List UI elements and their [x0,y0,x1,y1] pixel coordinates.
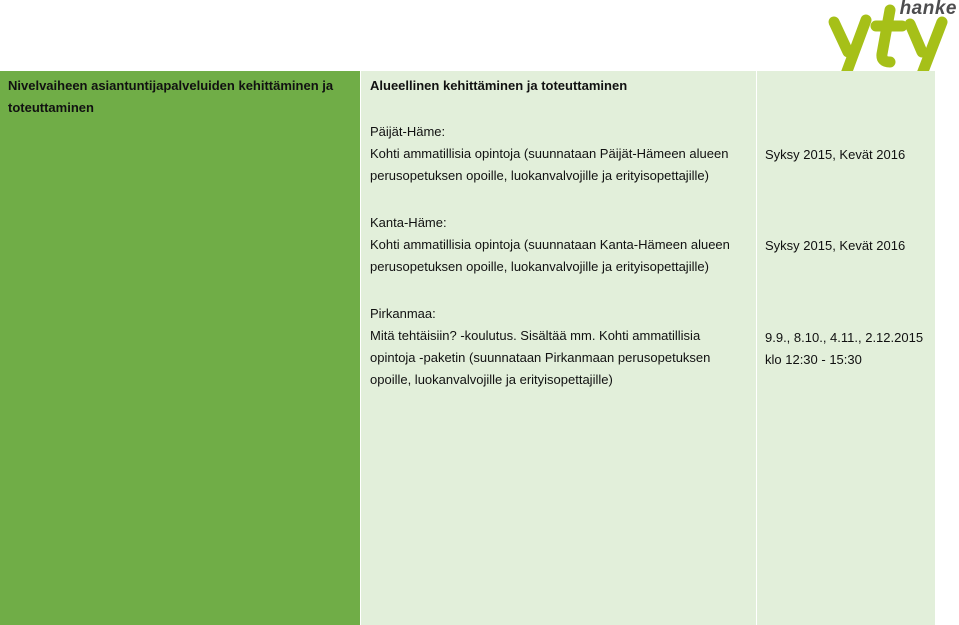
entry-line: opintoja -paketin (suunnataan Pirkanmaan perusopetuksen [370,350,711,365]
entry-pirkanmaa [370,303,710,391]
timing-line: klo 12:30 - 15:30 [765,352,862,367]
entry-region: Päijät-Häme: [370,124,446,139]
entry-line: Kohti ammatillisia opintoja (suunnataan Päijät-Hämeen alueen [370,146,729,161]
entry-timing [765,327,923,371]
entry-line: perusopetuksen opoille, luokanvalvojille ja erityisopettajille) [370,168,709,183]
middle-column-heading: Alueellinen kehittäminen ja toteuttaminen [370,78,628,93]
entry-timing [765,235,905,257]
yty-hanke-logo [826,0,959,80]
table-left-column [0,71,361,625]
logo-suffix: hanke [899,0,957,19]
entry-timing [765,144,905,166]
timing-line: 9.9., 8.10., 4.11., 2.12.2015 [765,330,924,345]
left-column-heading: Nivelvaiheen asiantuntijapalveluiden kehittäminen ja toteuttaminen [8,78,334,115]
table-middle-column [361,71,756,625]
entry-kanta-hame [370,212,730,278]
entry-paijat-hame [370,121,728,187]
timing-line: Syksy 2015, Kevät 2016 [765,238,906,253]
entry-region: Kanta-Häme: [370,215,447,230]
entry-region: Pirkanmaa: [370,306,436,321]
entry-line: opoille, luokanvalvojille ja erityisopettajille) [370,372,613,387]
entry-line: Kohti ammatillisia opintoja (suunnataan Kanta-Hämeen alueen [370,237,730,252]
timing-line: Syksy 2015, Kevät 2016 [765,147,906,162]
entry-line: perusopetuksen opoille, luokanvalvojille ja erityisopettajille) [370,259,709,274]
entry-line: Mitä tehtäisiin? -koulutus. Sisältää mm. Kohti ammatillisia [370,328,701,343]
table-right-column [757,71,935,625]
